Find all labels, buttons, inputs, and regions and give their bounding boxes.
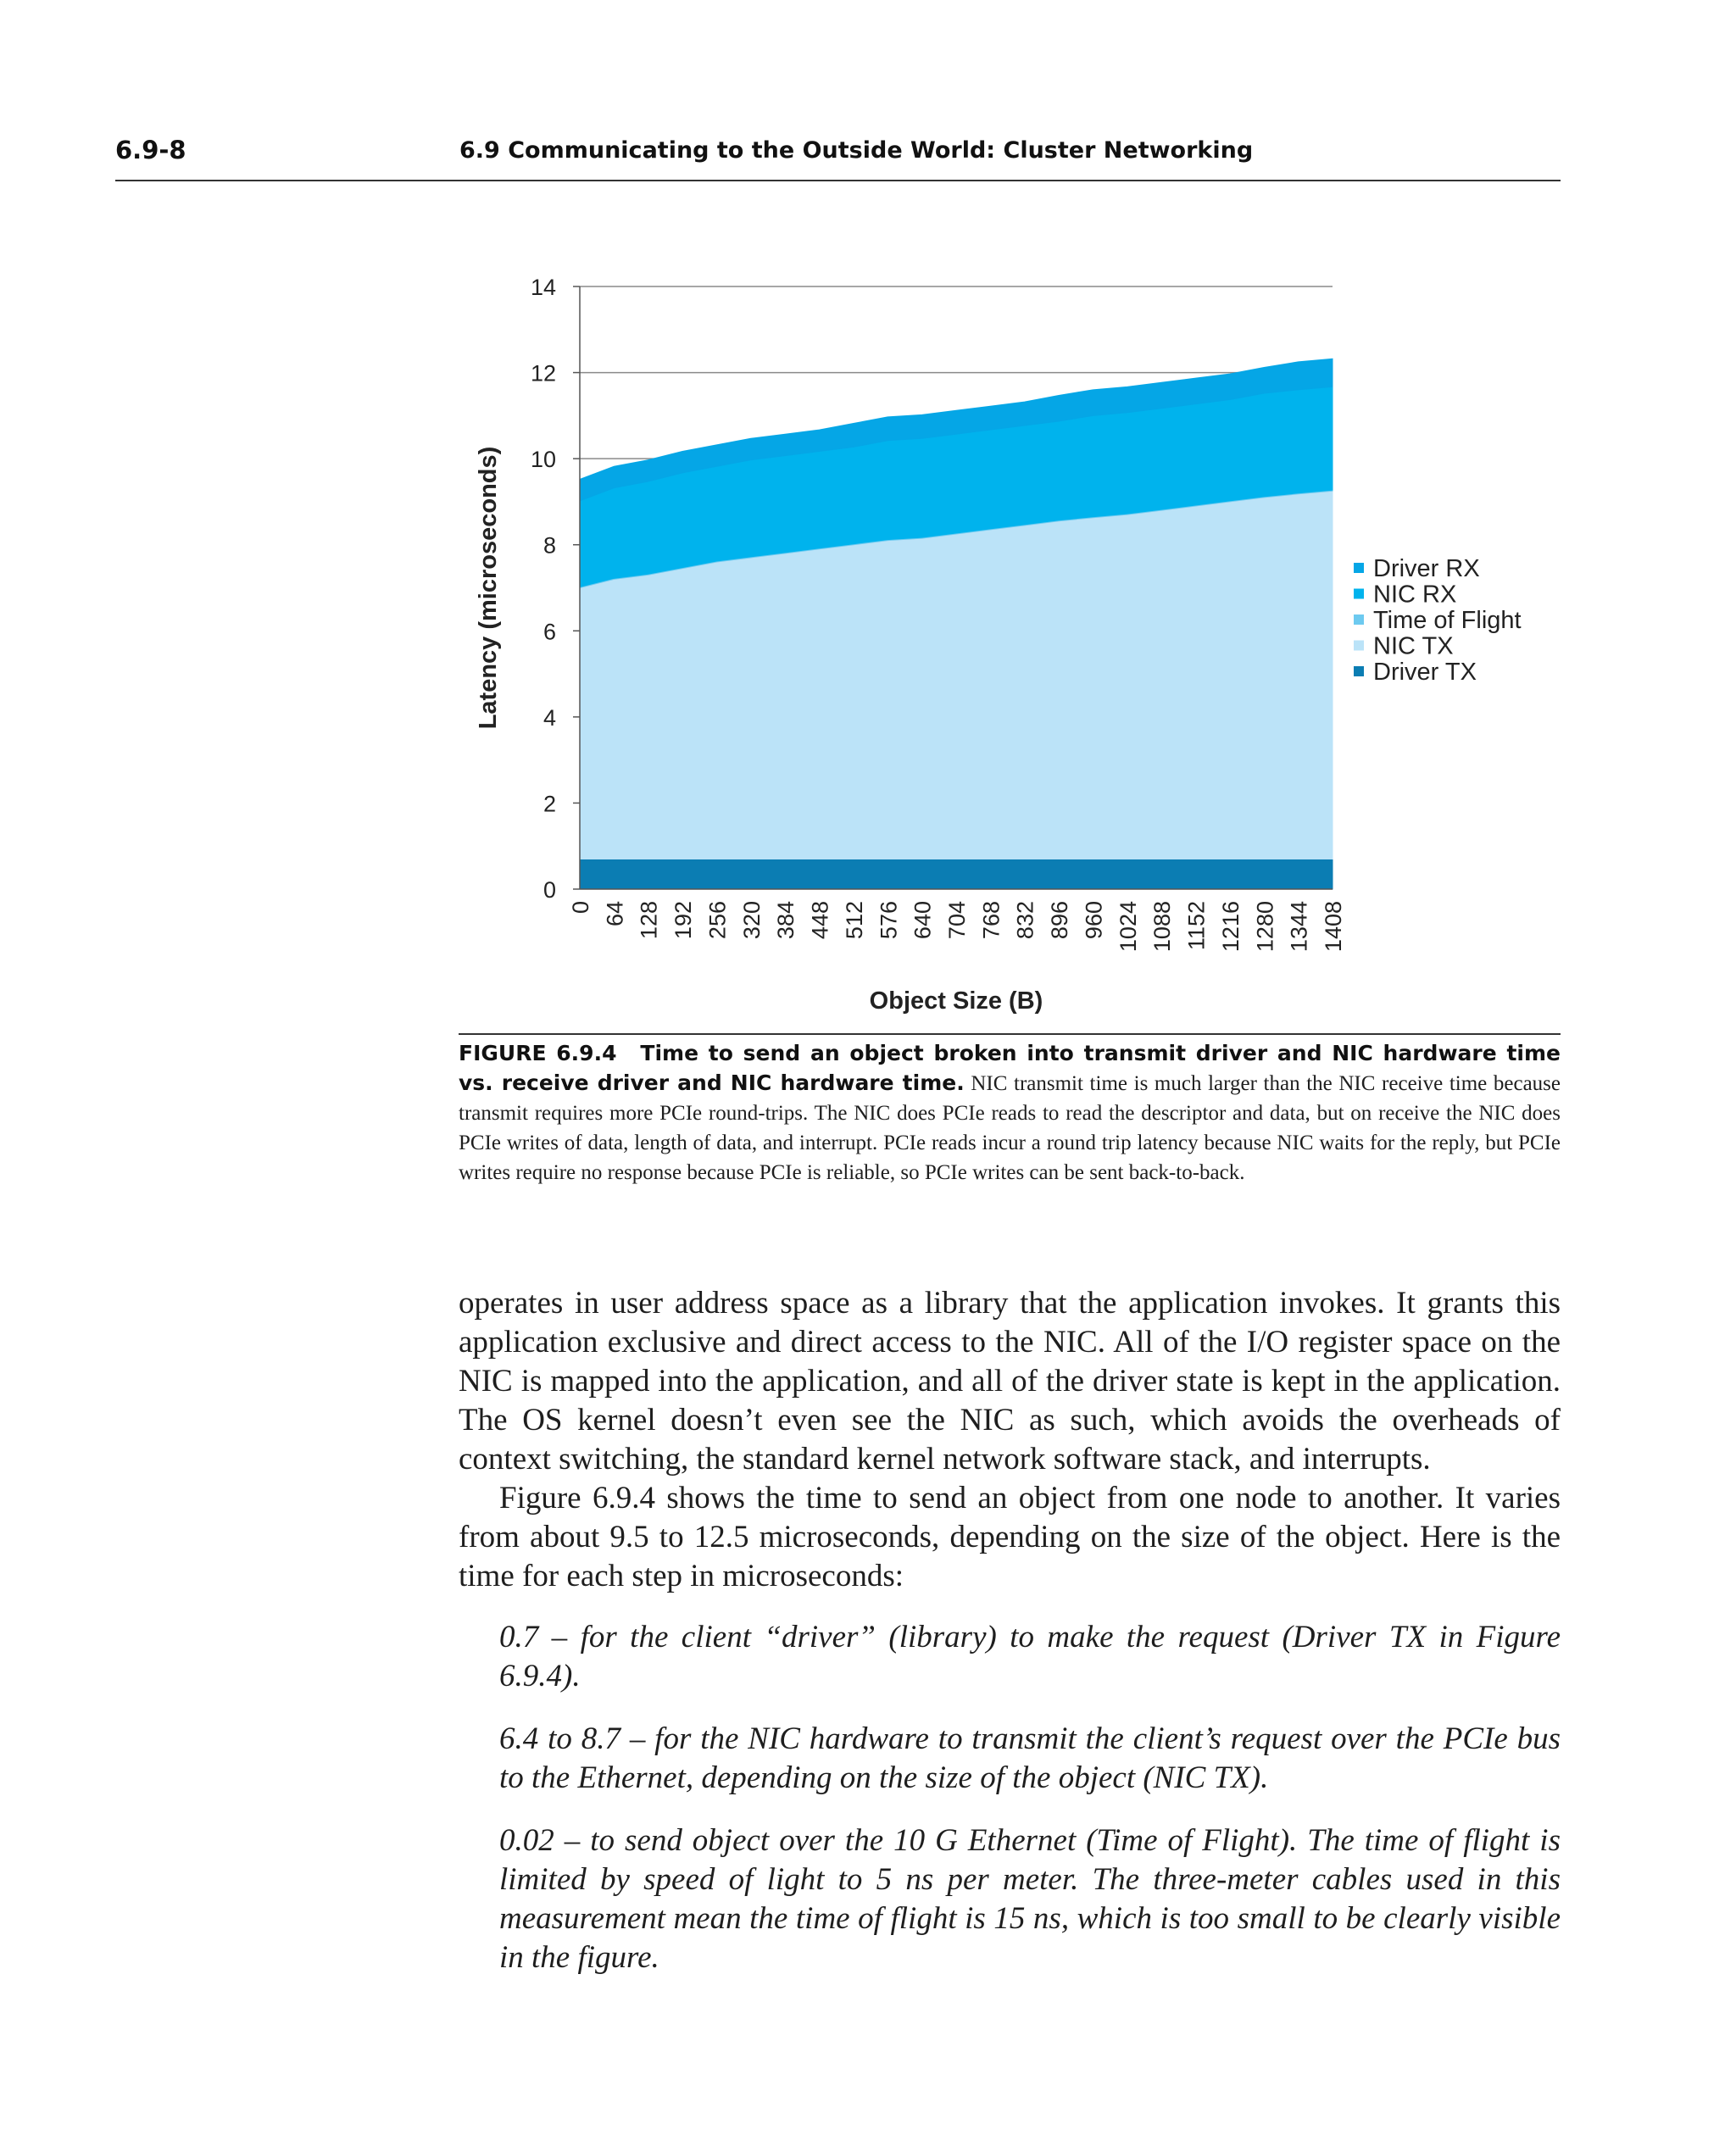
legend-label: NIC TX [1373,632,1454,660]
page-header [115,132,1561,181]
x-tick-label: 0 [568,901,593,915]
legend-swatch [1354,614,1364,625]
legend-label: Driver TX [1373,659,1477,686]
step-list [459,1618,1561,1977]
figure-label: FIGURE 6.9.4 [459,1041,617,1065]
x-tick-label: 576 [876,901,902,940]
x-tick-label: 1344 [1286,901,1312,953]
y-tick-label: 2 [542,791,556,817]
y-tick-label: 14 [530,275,556,300]
x-tick-label: 1280 [1252,901,1278,953]
section-title: 6.9 Communicating to the Outside World: Cluster Networking [459,137,1254,164]
figure-text: NIC transmit time is much larger than the NIC receive time because transmit requires more PCIe round-trips. The NIC does PCIe reads to read the descriptor and data, but on receive the NIC does PCIe writes of data, length of data, and interrupt. PCIe reads incur a round trip latency because NIC waits for the reply, but PCIe writes require no response because PCIe is reliable, so PCIe writes can be sent back-to-back. [459,1072,1561,1184]
x-tick-label: 256 [704,901,731,940]
x-tick-label: 1088 [1149,901,1176,953]
legend-label: NIC RX [1373,581,1457,609]
x-tick-label: 832 [1012,901,1038,940]
y-tick-label: 12 [530,360,556,386]
x-tick-label: 896 [1047,901,1073,940]
paragraph-1: operates in user address space as a library that the application invokes. It grants this application exclusive and direct access to the NIC. All of the I/O register space on the NIC is mapped into the application, and all of the driver state is kept in the application. The OS kernel doesn’t even see the NIC as such, which avoids the overheads of context switching, the standard kernel network software stack, and interrupts. [459,1286,1561,1476]
caption-rule [459,1033,1561,1035]
x-tick-label: 128 [636,901,662,940]
x-tick-label: 1216 [1217,901,1244,953]
figure-caption [459,1039,1561,1187]
legend-label: Driver RX [1373,555,1480,582]
y-tick-label: 8 [542,532,556,559]
y-tick-label: 0 [542,877,556,903]
x-tick-label: 1024 [1115,901,1141,953]
y-tick-label: 10 [530,447,556,473]
x-tick-label: 1152 [1183,901,1210,951]
legend-swatch [1354,666,1364,676]
x-tick-label: 960 [1081,901,1107,940]
x-tick-label: 64 [602,901,628,927]
legend-label: Time of Flight [1373,607,1522,634]
y-tick-label: 4 [542,704,556,731]
x-tick-label: 384 [773,901,799,940]
x-tick-label: 448 [807,901,833,940]
x-axis-title: Object Size (B) [869,987,1043,1015]
legend-swatch [1354,641,1364,651]
x-tick-label: 320 [738,901,765,940]
y-axis-title: Latency (microseconds) [475,446,502,730]
x-tick-label: 704 [944,901,970,940]
figure-title: Time to send an object broken into transmit driver and NIC hardware time vs. receive driver and NIC hardware time. [459,1041,1561,1095]
page-number: 6.9-8 [115,136,186,164]
latency-area-chart [458,246,1560,1026]
y-tick-label: 6 [542,619,556,645]
step-item-2: 6.4 to 8.7 – for the NIC hardware to transmit the client’s request over the PCIe bus to the Ethernet, depending on the size of the object (NIC TX). [499,1721,1561,1795]
legend-swatch [1354,563,1364,573]
body-text [459,1284,1561,2001]
x-tick-label: 512 [841,901,867,940]
legend-swatch [1354,589,1364,599]
x-tick-label: 1408 [1321,901,1346,953]
x-tick-label: 640 [910,901,936,940]
step-item-3: 0.02 – to send object over the 10 G Ethernet (Time of Flight). The time of flight is limited by speed of light to 5 ns per meter. The three-meter cables used in this measurement mean the time of flight is 15 ns, which is too small to be clearly visible in the figure. [499,1823,1561,1975]
x-tick-label: 192 [670,901,697,940]
x-tick-label: 768 [978,901,1004,940]
area-driver-tx [580,859,1333,889]
paragraph-2: Figure 6.9.4 shows the time to send an object from one node to another. It varies from about 9.5 to 12.5 microseconds, depending on the size of the object. Here is the time for each step in microseconds: [459,1481,1561,1593]
step-item-1: 0.7 – for the client “driver” (library) to make the request (Driver TX in Figure 6.9.4). [499,1620,1561,1693]
